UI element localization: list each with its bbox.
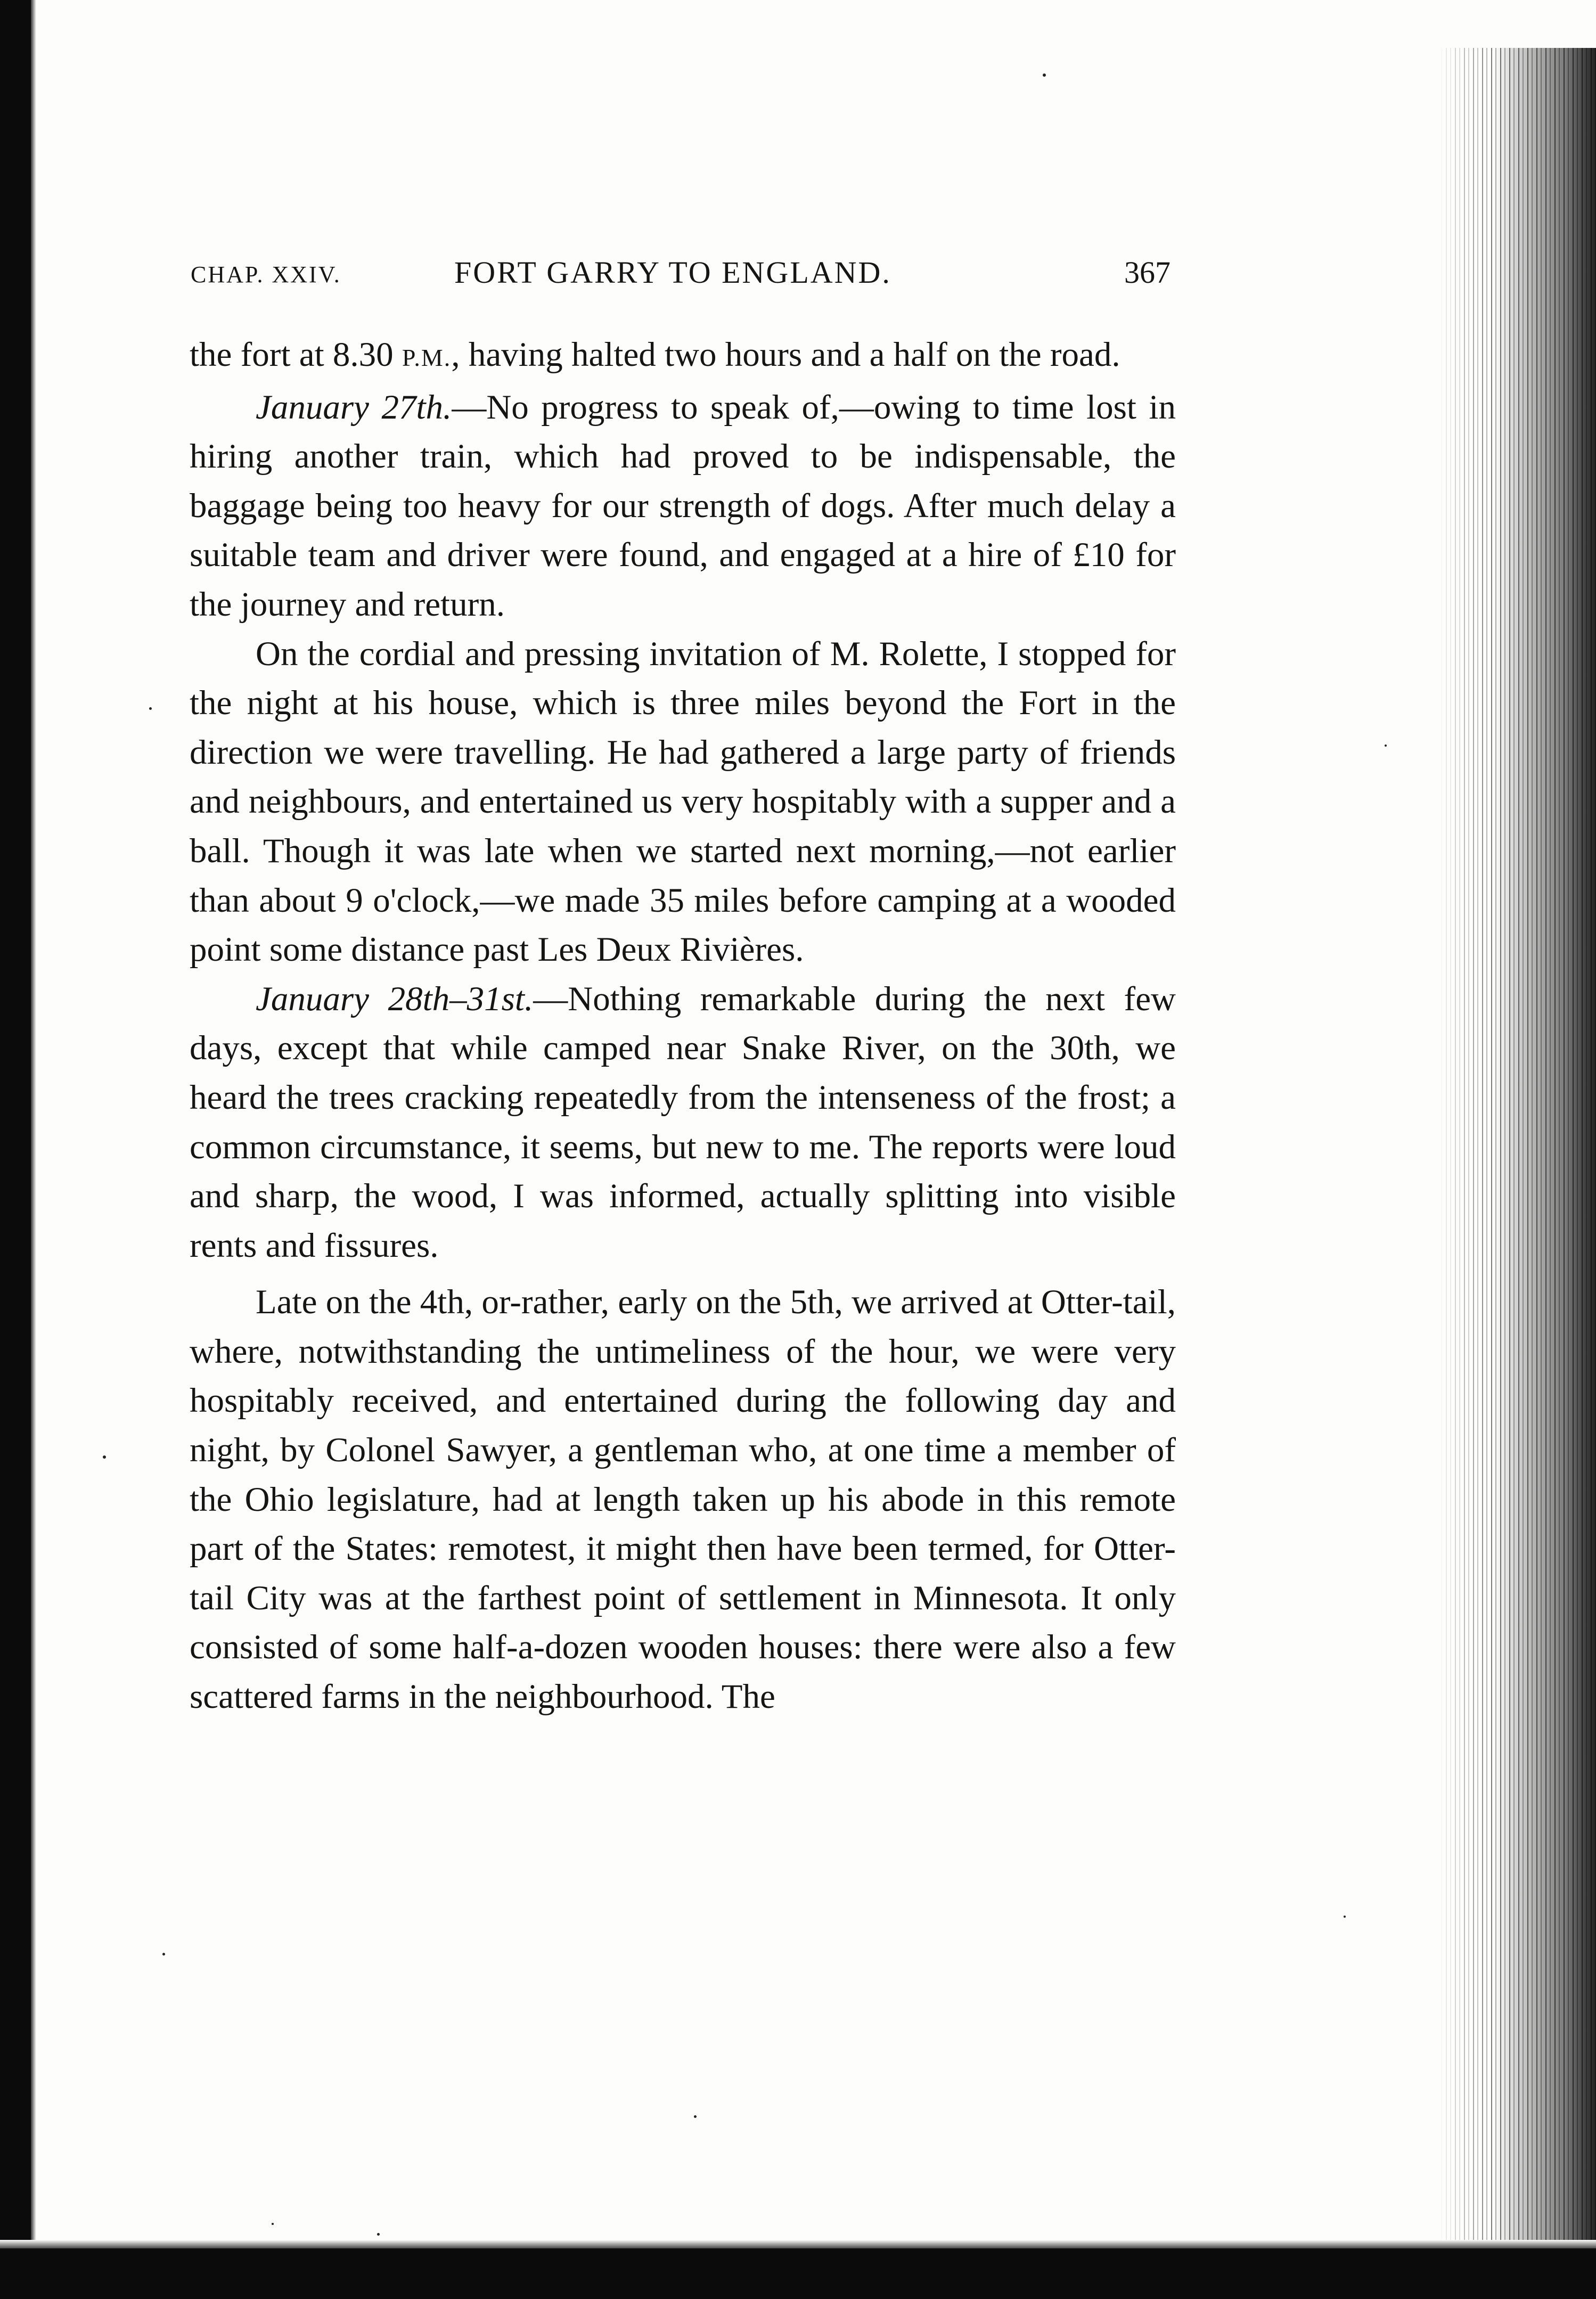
scan-speck bbox=[1385, 744, 1387, 747]
scan-speck bbox=[694, 2115, 697, 2118]
page-number: 367 bbox=[1124, 255, 1171, 290]
running-title: FORT GARRY TO ENGLAND. bbox=[454, 255, 891, 290]
scan-speck bbox=[272, 2223, 274, 2225]
scan-speck bbox=[1043, 73, 1046, 77]
paragraph: January 27th.—No progress to speak of,—owing to time lost in hiring another train, which had proved to be indispensable, the baggage being too heavy for our strength of dogs. After much delay a suitable team and driver were found, and engaged at a hire of £10 for the journey and return. bbox=[190, 388, 1176, 624]
time-abbreviation: P.M. bbox=[402, 344, 452, 371]
scan-speck bbox=[103, 1455, 106, 1459]
scan-speck bbox=[1344, 1916, 1346, 1918]
scan-border-left bbox=[0, 0, 31, 2299]
scan-speck bbox=[377, 2233, 380, 2236]
page-edge-top bbox=[1422, 0, 1596, 53]
scan-speck bbox=[149, 707, 152, 710]
body-text bbox=[190, 330, 1176, 1722]
date-heading: January 28th–31st. bbox=[256, 979, 534, 1018]
running-head bbox=[191, 255, 1171, 292]
scan-border-bottom bbox=[0, 2248, 1596, 2299]
chapter-label: CHAP. XXIV. bbox=[191, 261, 341, 288]
paragraph: On the cordial and pressing invitation of M. Rolette, I stopped for the night at his house, which is three miles beyond the Fort in the direction we were travelling. He had gathered a large party of friends and neighbours, and entertained us very hospitably with a supper and a ball. Though it was late when we started next morning,—not earlier than about 9 o'clock,—we made 35 miles before camping at a wooded point some distance past Les Deux Rivières. bbox=[190, 634, 1176, 969]
scan-speck bbox=[162, 1953, 165, 1956]
book-fore-edge-shadow bbox=[1438, 48, 1596, 2248]
paragraph: Late on the 4th, or-rather, early on the 5th, we arrived at Otter-tail, where, notwithstanding the untimeliness of the hour, we were very hospitably received, and entertained during the following day and night, by Colonel Sawyer, a gentleman who, at one time a member of the Ohio legislature, had at length taken up his abode in this remote part of the States: remotest, it might then have been termed, for Otter-tail City was at the farthest point of settlement in Minnesota. It only consisted of some half-a-dozen wooden houses: there were also a few scattered farms in the neighbourhood. The bbox=[190, 1283, 1176, 1716]
paragraph: the fort at 8.30 P.M., having halted two hours and a half on the road. bbox=[190, 336, 1120, 374]
paragraph: January 28th–31st.—Nothing remarkable during the next few days, except that while camped near Snake River, on the 30th, we heard the trees cracking repeatedly from the intenseness of the frost; a common circumstance, it seems, but new to me. The reports were loud and sharp, the wood, I was informed, actually splitting into visible rents and fissures. bbox=[190, 979, 1176, 1265]
date-heading: January 27th. bbox=[256, 388, 452, 427]
scan-border-left-fade bbox=[31, 0, 36, 2299]
scan-border-bottom-fade bbox=[0, 2240, 1596, 2248]
